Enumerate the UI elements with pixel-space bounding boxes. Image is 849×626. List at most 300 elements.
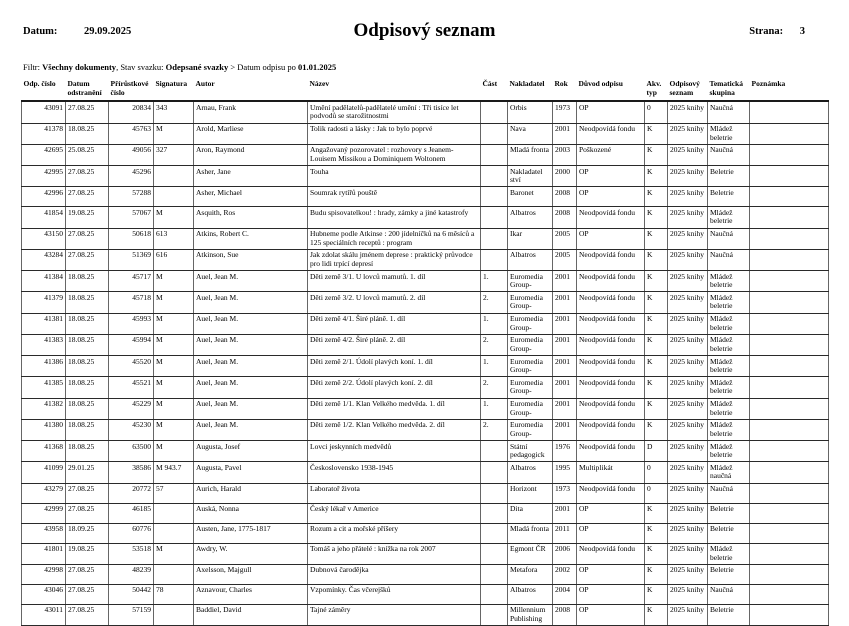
cell-akv-typ: K [645, 166, 668, 187]
cell-duvod-odpisu: Multiplikát [577, 462, 645, 483]
cell-nakladatel: Nakladatel ství [508, 166, 553, 187]
cell-tematicka-skupina: Mládež beletrie [708, 377, 750, 398]
cell-nakladatel: Millennium Publishing [508, 604, 553, 625]
cell-odpisovy-seznam: 2025 knihy [668, 166, 708, 187]
cell-datum-odstraneni: 29.01.25 [66, 462, 109, 483]
cell-nakladatel: Baronet [508, 187, 553, 207]
cell-cast [481, 101, 508, 123]
cell-rok: 2001 [553, 419, 577, 440]
column-header-datum-odstraneni: Datum odstranění [67, 79, 102, 97]
cell-akv-typ: K [645, 187, 668, 207]
cell-nazev: Angažovaný pozorovatel : rozhovory s Jeanem-Louisem Missikou a Dominiquem Woltonem [308, 144, 481, 165]
cell-duvod-odpisu: Neodpovídá fondu [577, 419, 645, 440]
cell-rok: 2005 [553, 228, 577, 249]
cell-autor: Auel, Jean M. [194, 313, 308, 334]
cell-datum-odstraneni: 19.08.25 [66, 207, 109, 228]
cell-rok: 2004 [553, 584, 577, 604]
cell-akv-typ: K [645, 207, 668, 228]
cell-cast [481, 123, 508, 144]
cell-akv-typ: K [645, 123, 668, 144]
cell-datum-odstraneni: 18.08.25 [66, 441, 109, 462]
cell-tematicka-skupina: Mládež beletrie [708, 292, 750, 313]
cell-odp-cislo: 41386 [22, 356, 66, 377]
cell-tematicka-skupina: Mládež beletrie [708, 543, 750, 564]
cell-akv-typ: K [645, 398, 668, 419]
cell-autor: Aznavour, Charles [194, 584, 308, 604]
cell-prirustkove-cislo: 45763 [109, 123, 154, 144]
cell-signatura: M [154, 123, 194, 144]
cell-odpisovy-seznam: 2025 knihy [668, 543, 708, 564]
cell-cast [481, 249, 508, 270]
cell-tematicka-skupina: Mládež beletrie [708, 313, 750, 334]
cell-tematicka-skupina: Beletrie [708, 166, 750, 187]
cell-prirustkove-cislo: 51369 [109, 249, 154, 270]
cell-duvod-odpisu: OP [577, 166, 645, 187]
cell-rok: 2001 [553, 356, 577, 377]
cell-datum-odstraneni: 18.08.25 [66, 419, 109, 440]
cell-odpisovy-seznam: 2025 knihy [668, 523, 708, 543]
cell-akv-typ: K [645, 604, 668, 625]
cell-nazev: Rozum a cit a mořské příšery [308, 523, 481, 543]
cell-akv-typ: K [645, 144, 668, 165]
cell-autor: Auel, Jean M. [194, 419, 308, 440]
cell-odpisovy-seznam: 2025 knihy [668, 441, 708, 462]
table-row [22, 419, 829, 440]
cell-duvod-odpisu: Poškozené [577, 144, 645, 165]
cell-poznamka [750, 292, 829, 313]
cell-nazev: Hubneme podle Atkinse : 200 jídelníčků na 6 měsíců a 125 speciálních receptů : program [308, 228, 481, 249]
cell-akv-typ: K [645, 523, 668, 543]
column-header-prirustkove-cislo: Přírůstkové číslo [110, 79, 149, 97]
cell-duvod-odpisu: Neodpovídá fondu [577, 356, 645, 377]
column-header-autor: Autor [195, 79, 215, 88]
table-row [22, 356, 829, 377]
cell-duvod-odpisu: Neodpovídá fondu [577, 292, 645, 313]
column-header-odp-cislo: Odp. číslo [23, 79, 56, 88]
cell-autor: Atkinson, Sue [194, 249, 308, 270]
cell-rok: 2002 [553, 564, 577, 584]
cell-cast: 1. [481, 271, 508, 292]
cell-nazev: Soumrak rytířů pouště [308, 187, 481, 207]
cell-nakladatel: Euromedia Group- [508, 334, 553, 355]
cell-duvod-odpisu: Neodpovídá fondu [577, 207, 645, 228]
column-header-tematicka-skupina: Tematická skupina [709, 79, 743, 97]
cell-signatura [154, 187, 194, 207]
cell-signatura: 57 [154, 483, 194, 503]
cell-prirustkove-cislo: 20772 [109, 483, 154, 503]
cell-poznamka [750, 503, 829, 523]
cell-akv-typ: K [645, 249, 668, 270]
cell-datum-odstraneni: 18.08.25 [66, 356, 109, 377]
cell-odp-cislo: 41801 [22, 543, 66, 564]
cell-cast [481, 604, 508, 625]
cell-odp-cislo: 43011 [22, 604, 66, 625]
cell-poznamka [750, 441, 829, 462]
cell-poznamka [750, 483, 829, 503]
cell-tematicka-skupina: Naučná [708, 584, 750, 604]
table-row [22, 584, 829, 604]
table-row [22, 334, 829, 355]
column-header-nakladatel: Nakladatel [509, 79, 545, 88]
cell-poznamka [750, 166, 829, 187]
cell-rok: 2001 [553, 313, 577, 334]
cell-signatura: 613 [154, 228, 194, 249]
cell-datum-odstraneni: 18.08.25 [66, 334, 109, 355]
cell-prirustkove-cislo: 57288 [109, 187, 154, 207]
cell-autor: Augusta, Pavel [194, 462, 308, 483]
cell-tematicka-skupina: Mládež beletrie [708, 419, 750, 440]
cell-rok: 2001 [553, 334, 577, 355]
cell-nakladatel: Egmont ČR [508, 543, 553, 564]
cell-akv-typ: K [645, 271, 668, 292]
cell-poznamka [750, 604, 829, 625]
cell-rok: 1973 [553, 101, 577, 123]
cell-prirustkove-cislo: 46185 [109, 503, 154, 523]
table-row [22, 377, 829, 398]
cell-nakladatel: Euromedia Group- [508, 398, 553, 419]
cell-prirustkove-cislo: 38586 [109, 462, 154, 483]
cell-prirustkove-cislo: 20834 [109, 101, 154, 123]
cell-cast [481, 584, 508, 604]
cell-nakladatel: Albatros [508, 462, 553, 483]
page-number: 3 [799, 26, 805, 37]
filter-segment: > Datum odpisu po [228, 62, 298, 72]
cell-autor: Augusta, Josef [194, 441, 308, 462]
cell-autor: Auel, Jean M. [194, 271, 308, 292]
table-row [22, 187, 829, 207]
cell-odpisovy-seznam: 2025 knihy [668, 207, 708, 228]
cell-akv-typ: K [645, 228, 668, 249]
cell-poznamka [750, 123, 829, 144]
cell-odpisovy-seznam: 2025 knihy [668, 564, 708, 584]
cell-prirustkove-cislo: 50618 [109, 228, 154, 249]
cell-autor: Auel, Jean M. [194, 398, 308, 419]
cell-cast [481, 483, 508, 503]
cell-signatura: 616 [154, 249, 194, 270]
cell-tematicka-skupina: Mládež beletrie [708, 123, 750, 144]
table-row [22, 207, 829, 228]
cell-nazev: Tomáš a jeho přátelé : knížka na rok 2007 [308, 543, 481, 564]
cell-duvod-odpisu: OP [577, 584, 645, 604]
cell-duvod-odpisu: OP [577, 187, 645, 207]
cell-duvod-odpisu: OP [577, 564, 645, 584]
cell-cast [481, 166, 508, 187]
cell-datum-odstraneni: 18.08.25 [66, 377, 109, 398]
cell-duvod-odpisu: Neodpovídá fondu [577, 249, 645, 270]
cell-cast [481, 228, 508, 249]
cell-autor: Arnau, Frank [194, 101, 308, 123]
cell-signatura [154, 564, 194, 584]
column-header-nazev: Název [309, 79, 330, 88]
cell-odpisovy-seznam: 2025 knihy [668, 377, 708, 398]
cell-autor: Arold, Marliese [194, 123, 308, 144]
cell-cast [481, 543, 508, 564]
cell-autor: Auel, Jean M. [194, 334, 308, 355]
cell-nazev: Děti země 4/2. Širé pláně. 2. díl [308, 334, 481, 355]
cell-tematicka-skupina: Naučná [708, 249, 750, 270]
cell-odpisovy-seznam: 2025 knihy [668, 313, 708, 334]
column-header-odpisovy-seznam: Odpisový seznam [669, 79, 700, 97]
cell-cast: 1. [481, 398, 508, 419]
table-header-row [22, 79, 829, 101]
cell-duvod-odpisu: OP [577, 228, 645, 249]
cell-autor: Auel, Jean M. [194, 356, 308, 377]
cell-nazev: Děti země 4/1. Širé pláně. 1. díl [308, 313, 481, 334]
cell-nazev: Umění padělatelů-padělatelé umění : Tři tisíce let podvodů se starožitnostmi [308, 101, 481, 123]
cell-datum-odstraneni: 27.08.25 [66, 249, 109, 270]
cell-akv-typ: K [645, 377, 668, 398]
cell-duvod-odpisu: Neodpovídá fondu [577, 123, 645, 144]
cell-tematicka-skupina: Mládež beletrie [708, 356, 750, 377]
table-row [22, 123, 829, 144]
cell-poznamka [750, 313, 829, 334]
cell-poznamka [750, 187, 829, 207]
cell-duvod-odpisu: Neodpovídá fondu [577, 543, 645, 564]
cell-signatura: 327 [154, 144, 194, 165]
cell-tematicka-skupina: Mládež naučná [708, 462, 750, 483]
cell-odpisovy-seznam: 2025 knihy [668, 584, 708, 604]
cell-rok: 2005 [553, 249, 577, 270]
cell-nazev: Vzpomínky. Čas včerejšků [308, 584, 481, 604]
date-label: Datum: [23, 26, 58, 37]
cell-signatura [154, 604, 194, 625]
cell-datum-odstraneni: 27.08.25 [66, 503, 109, 523]
cell-poznamka [750, 207, 829, 228]
cell-nakladatel: Euromedia Group- [508, 271, 553, 292]
cell-rok: 2011 [553, 523, 577, 543]
cell-poznamka [750, 523, 829, 543]
cell-autor: Axelsson, Majgull [194, 564, 308, 584]
cell-poznamka [750, 543, 829, 564]
cell-tematicka-skupina: Mládež beletrie [708, 334, 750, 355]
cell-tematicka-skupina: Beletrie [708, 187, 750, 207]
cell-signatura: M [154, 398, 194, 419]
table-row [22, 398, 829, 419]
filter-segment: Odepsané svazky [165, 62, 229, 72]
cell-akv-typ: K [645, 334, 668, 355]
cell-odp-cislo: 41379 [22, 292, 66, 313]
column-header-duvod-odpisu: Důvod odpisu [578, 79, 623, 88]
cell-nazev: Děti země 1/1. Klan Velkého medvěda. 1. díl [308, 398, 481, 419]
cell-duvod-odpisu: Neodpovídá fondu [577, 271, 645, 292]
table-row [22, 462, 829, 483]
cell-duvod-odpisu: Neodpovídá fondu [577, 377, 645, 398]
cell-odp-cislo: 43046 [22, 584, 66, 604]
cell-nakladatel: Euromedia Group- [508, 356, 553, 377]
cell-rok: 2001 [553, 503, 577, 523]
cell-autor: Atkins, Robert C. [194, 228, 308, 249]
cell-prirustkove-cislo: 60776 [109, 523, 154, 543]
cell-prirustkove-cislo: 45994 [109, 334, 154, 355]
cell-nazev: Děti země 2/2. Údolí plavých koní. 2. díl [308, 377, 481, 398]
cell-signatura: M [154, 377, 194, 398]
cell-autor: Auel, Jean M. [194, 377, 308, 398]
page-number-label: Strana: [749, 26, 784, 37]
cell-nakladatel: Nava [508, 123, 553, 144]
cell-tematicka-skupina: Mládež beletrie [708, 398, 750, 419]
cell-odpisovy-seznam: 2025 knihy [668, 249, 708, 270]
cell-prirustkove-cislo: 49056 [109, 144, 154, 165]
cell-datum-odstraneni: 18.08.25 [66, 271, 109, 292]
cell-signatura: M [154, 207, 194, 228]
cell-odp-cislo: 43284 [22, 249, 66, 270]
cell-tematicka-skupina: Mládež beletrie [708, 441, 750, 462]
cell-nakladatel: Mladá fronta [508, 144, 553, 165]
table-row [22, 313, 829, 334]
cell-odp-cislo: 41385 [22, 377, 66, 398]
cell-cast: 2. [481, 334, 508, 355]
cell-rok: 1995 [553, 462, 577, 483]
table-row [22, 228, 829, 249]
cell-autor: Asquith, Ros [194, 207, 308, 228]
cell-poznamka [750, 356, 829, 377]
cell-poznamka [750, 334, 829, 355]
cell-odp-cislo: 43279 [22, 483, 66, 503]
cell-datum-odstraneni: 27.08.25 [66, 483, 109, 503]
cell-poznamka [750, 419, 829, 440]
table-row [22, 271, 829, 292]
cell-odpisovy-seznam: 2025 knihy [668, 483, 708, 503]
cell-duvod-odpisu: OP [577, 604, 645, 625]
cell-autor: Awdry, W. [194, 543, 308, 564]
cell-cast: 1. [481, 356, 508, 377]
cell-cast [481, 462, 508, 483]
cell-prirustkove-cislo: 50442 [109, 584, 154, 604]
cell-datum-odstraneni: 19.08.25 [66, 543, 109, 564]
cell-nakladatel: Metafora [508, 564, 553, 584]
cell-autor: Baddiel, David [194, 604, 308, 625]
cell-prirustkove-cislo: 45718 [109, 292, 154, 313]
column-header-akv-typ: Akv. typ [646, 79, 662, 97]
cell-cast [481, 144, 508, 165]
cell-nazev: Tajné záměry [308, 604, 481, 625]
cell-odp-cislo: 43958 [22, 523, 66, 543]
cell-nazev: Laboratoř života [308, 483, 481, 503]
cell-nazev: Český lékař v Americe [308, 503, 481, 523]
cell-nakladatel: Ikar [508, 228, 553, 249]
cell-nakladatel: Horizont [508, 483, 553, 503]
cell-autor: Asher, Jane [194, 166, 308, 187]
cell-signatura: M [154, 441, 194, 462]
cell-poznamka [750, 584, 829, 604]
cell-tematicka-skupina: Beletrie [708, 564, 750, 584]
cell-odpisovy-seznam: 2025 knihy [668, 292, 708, 313]
cell-nakladatel: Mladá fronta [508, 523, 553, 543]
cell-nakladatel: Státní pedagogick [508, 441, 553, 462]
cell-duvod-odpisu: Neodpovídá fondu [577, 441, 645, 462]
cell-nazev: Jak zdolat skálu jménem deprese : praktický průvodce pro lidi trpící depresí [308, 249, 481, 270]
cell-odpisovy-seznam: 2025 knihy [668, 398, 708, 419]
cell-signatura [154, 503, 194, 523]
cell-tematicka-skupina: Mládež beletrie [708, 207, 750, 228]
cell-datum-odstraneni: 27.08.25 [66, 604, 109, 625]
cell-poznamka [750, 101, 829, 123]
cell-rok: 2000 [553, 166, 577, 187]
cell-datum-odstraneni: 18.08.25 [66, 123, 109, 144]
table-row [22, 523, 829, 543]
cell-rok: 2006 [553, 543, 577, 564]
cell-signatura: M [154, 271, 194, 292]
cell-odp-cislo: 41381 [22, 313, 66, 334]
column-header-cast: Část [482, 79, 498, 88]
cell-prirustkove-cislo: 45520 [109, 356, 154, 377]
cell-prirustkove-cislo: 57159 [109, 604, 154, 625]
cell-poznamka [750, 144, 829, 165]
cell-datum-odstraneni: 27.08.25 [66, 564, 109, 584]
cell-nazev: Děti země 3/2. U lovců mamutů. 2. díl [308, 292, 481, 313]
cell-nazev: Dubnová čarodějka [308, 564, 481, 584]
cell-akv-typ: K [645, 292, 668, 313]
cell-odpisovy-seznam: 2025 knihy [668, 144, 708, 165]
cell-nazev: Budu spisovatelkou! : hrady, zámky a jiné katastrofy [308, 207, 481, 228]
cell-prirustkove-cislo: 45717 [109, 271, 154, 292]
cell-prirustkove-cislo: 45521 [109, 377, 154, 398]
cell-cast: 1. [481, 313, 508, 334]
cell-tematicka-skupina: Naučná [708, 144, 750, 165]
filter-segment: Všechny dokumenty [42, 62, 117, 72]
table-row [22, 144, 829, 165]
cell-odp-cislo: 41368 [22, 441, 66, 462]
cell-datum-odstraneni: 27.08.25 [66, 166, 109, 187]
cell-nazev: Děti země 3/1. U lovců mamutů. 1. díl [308, 271, 481, 292]
cell-rok: 2008 [553, 207, 577, 228]
filter-segment: Filtr: [23, 62, 43, 72]
cell-akv-typ: D [645, 441, 668, 462]
cell-autor: Auská, Nonna [194, 503, 308, 523]
cell-akv-typ: K [645, 564, 668, 584]
cell-autor: Auel, Jean M. [194, 292, 308, 313]
cell-duvod-odpisu: Neodpovídá fondu [577, 483, 645, 503]
cell-cast: 2. [481, 419, 508, 440]
cell-nakladatel: Euromedia Group- [508, 419, 553, 440]
cell-rok: 2003 [553, 144, 577, 165]
cell-akv-typ: K [645, 584, 668, 604]
cell-rok: 2001 [553, 377, 577, 398]
cell-poznamka [750, 249, 829, 270]
cell-odpisovy-seznam: 2025 knihy [668, 187, 708, 207]
cell-prirustkove-cislo: 57067 [109, 207, 154, 228]
cell-tematicka-skupina: Mládež beletrie [708, 271, 750, 292]
filter-segment: 01.01.2025 [297, 62, 337, 72]
table-row [22, 292, 829, 313]
table-row [22, 503, 829, 523]
column-header-rok: Rok [554, 79, 568, 88]
cell-odp-cislo: 42695 [22, 144, 66, 165]
cell-autor: Austen, Jane, 1775-1817 [194, 523, 308, 543]
table-header [22, 79, 829, 101]
cell-tematicka-skupina: Naučná [708, 101, 750, 123]
cell-datum-odstraneni: 18.08.25 [66, 292, 109, 313]
cell-prirustkove-cislo: 48239 [109, 564, 154, 584]
cell-akv-typ: K [645, 356, 668, 377]
table-row [22, 543, 829, 564]
cell-prirustkove-cislo: 53518 [109, 543, 154, 564]
cell-nazev: Tolik radosti a lásky : Jak to bylo poprvé [308, 123, 481, 144]
cell-tematicka-skupina: Beletrie [708, 523, 750, 543]
cell-nazev: Děti země 2/1. Údolí plavých koní. 1. díl [308, 356, 481, 377]
cell-poznamka [750, 398, 829, 419]
cell-odpisovy-seznam: 2025 knihy [668, 462, 708, 483]
cell-prirustkove-cislo: 45230 [109, 419, 154, 440]
cell-tematicka-skupina: Beletrie [708, 604, 750, 625]
cell-odp-cislo: 43091 [22, 101, 66, 123]
cell-rok: 2008 [553, 604, 577, 625]
table-row [22, 483, 829, 503]
table-body [22, 101, 829, 625]
cell-rok: 1976 [553, 441, 577, 462]
cell-duvod-odpisu: Neodpovídá fondu [577, 313, 645, 334]
cell-signatura: M [154, 419, 194, 440]
